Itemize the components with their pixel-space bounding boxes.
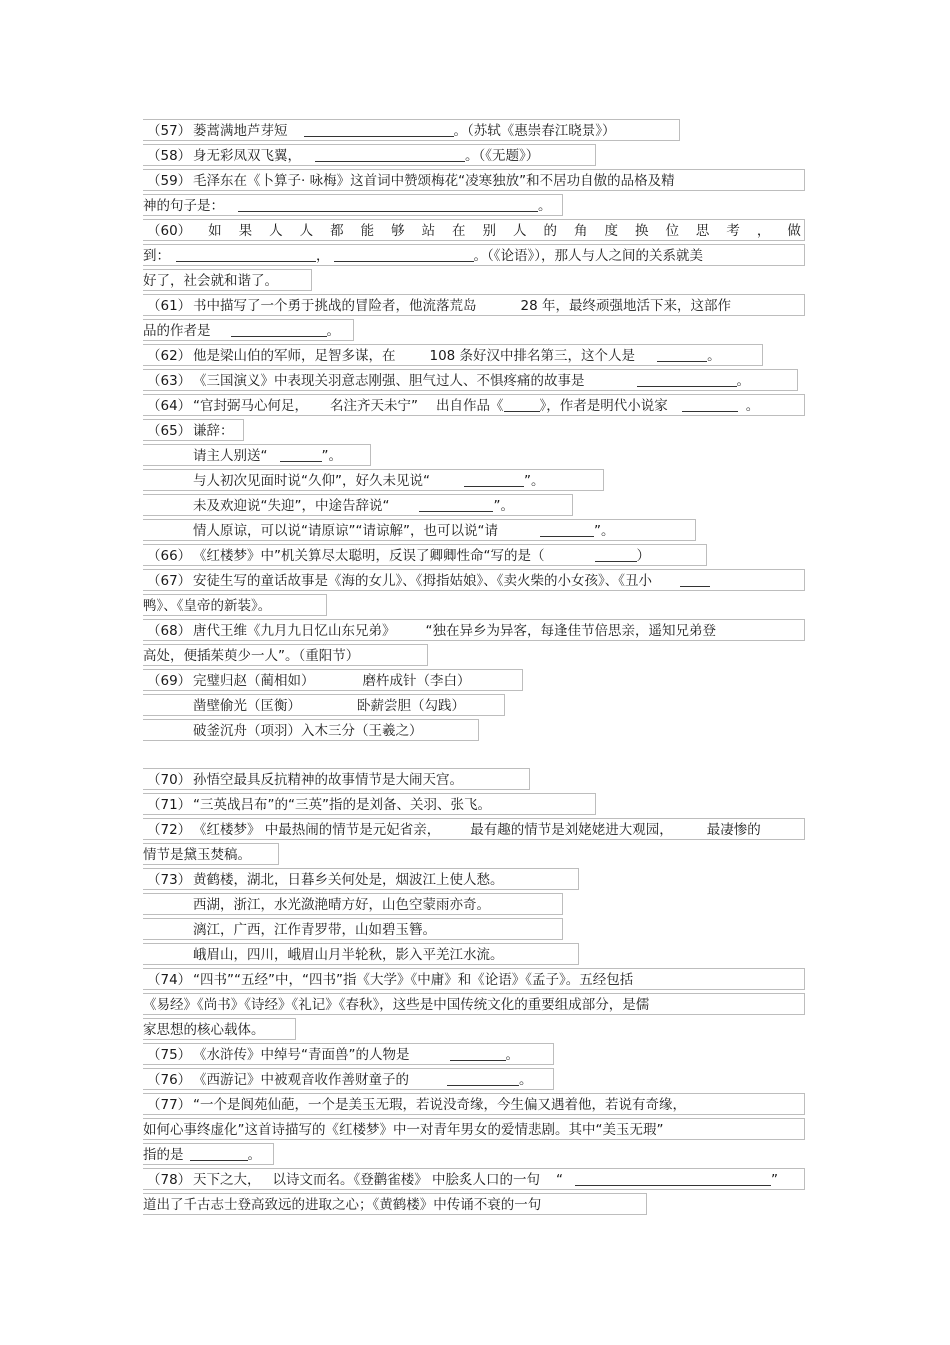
question-text: 道出了千古志士登高致远的进取之心；《黄鹤楼》中传诵不衰的一句 (143, 1197, 542, 1213)
question-number: （57） (147, 123, 192, 139)
question-char: 人 (269, 223, 283, 239)
question-text: 高处，便插茱萸少一人”。（重阳节） (143, 648, 360, 664)
question-text: 。 (247, 1147, 261, 1163)
question-number: （60） (147, 223, 192, 239)
question-60-end (143, 269, 312, 291)
question-75 (143, 1043, 554, 1065)
question-text: 书中描写了一个勇于挑战的冒险者，他流落荒岛 (193, 298, 477, 314)
question-number: （68） (147, 623, 192, 639)
question-72 (143, 818, 805, 840)
answer-blank[interactable] (682, 397, 738, 412)
question-73-d (143, 943, 579, 965)
question-text: 天下之大， (193, 1172, 261, 1188)
question-text: 安徒生写的童话故事是《海的女儿》、《拇指姑娘》、《卖火柴的小女孩》、《丑小 (193, 573, 652, 589)
question-text: 未及欢迎说“失迎”，中途告辞说“ (193, 498, 390, 514)
question-text: ”。 (523, 473, 545, 489)
question-text: 磨杵成针（李白） (362, 673, 471, 689)
question-text: 好了，社会就和谐了。 (143, 273, 278, 289)
question-text: 最凄惨的 (706, 822, 761, 838)
question-char: 位 (665, 223, 679, 239)
question-text: 谦辞： (193, 423, 234, 439)
question-69-c (143, 719, 479, 741)
question-text: 完璧归赵（蔺相如） (193, 673, 315, 689)
question-text: 唐代王维《九月九日忆山东兄弟》 (193, 623, 396, 639)
question-text: 神的句子是： (143, 198, 224, 214)
question-text: 蒌蒿满地芦芽短 (193, 123, 288, 139)
answer-blank[interactable] (657, 347, 707, 362)
question-text: ， (316, 248, 330, 264)
question-61-cont (143, 319, 354, 341)
question-78-cont (143, 1193, 647, 1215)
question-number: （67） (147, 573, 192, 589)
question-text: 他是梁山伯的军师，足智多谋，在 (193, 348, 396, 364)
question-text: 。 (707, 348, 721, 364)
question-text: ”。 (321, 448, 342, 464)
answer-blank[interactable] (280, 447, 322, 462)
question-text: 名注齐天未宁” (330, 398, 418, 414)
question-number: （65） (147, 423, 192, 439)
question-text: ） (636, 548, 650, 564)
question-text: ”。 (593, 523, 615, 539)
question-text: 。（《论语》），那人与人之间的关系就美 (473, 248, 703, 264)
answer-blank[interactable] (595, 547, 637, 562)
question-char: 的 (543, 223, 557, 239)
answer-blank[interactable] (334, 247, 474, 262)
answer-blank[interactable] (464, 472, 524, 487)
question-63 (143, 369, 798, 391)
question-char: 果 (238, 223, 253, 239)
question-text: 《红楼梦》 中最热闹的情节是元妃省亲， (193, 822, 441, 838)
question-65 (143, 419, 244, 441)
question-text: 黄鹤楼，湖北，日暮乡关何处是，烟波江上使人愁。 (193, 872, 504, 888)
answer-blank[interactable] (315, 147, 465, 162)
question-number: （64） (147, 398, 192, 414)
question-77 (143, 1093, 805, 1115)
question-61 (143, 294, 805, 316)
question-char: 站 (421, 223, 436, 239)
question-text: 《易经》《尚书》《诗经》《礼记》《春秋》，这些是中国传统文化的重要组成部分，是儒 (143, 997, 650, 1013)
question-text: 。 (736, 373, 750, 389)
question-number: （75） (147, 1047, 192, 1063)
question-76 (143, 1068, 554, 1090)
question-text: “官封弼马心何足， (193, 398, 308, 414)
question-text: 。 (519, 1072, 533, 1088)
answer-blank[interactable] (190, 1146, 248, 1161)
question-number: （74） (147, 972, 192, 988)
question-text: 。（苏轼《惠崇春江晓景》） (453, 123, 616, 139)
answer-blank[interactable] (419, 497, 493, 512)
question-text: 《水浒传》中绰号“青面兽”的人物是 (193, 1047, 410, 1063)
question-74-b (143, 993, 805, 1015)
question-number: （66） (147, 548, 192, 564)
question-text: 《红楼梦》中”机关算尽太聪明，反误了卿卿性命“写的是（ (193, 548, 545, 564)
question-text: “一个是阆苑仙葩，一个是美玉无瑕，若说没奇缘，今生偏又遇着他，若说有奇缘， (193, 1097, 686, 1113)
question-68-cont (143, 644, 428, 666)
question-text: 峨眉山，四川，峨眉山月半轮秋，影入平羌江水流。 (193, 947, 504, 963)
question-text: 身无彩凤双飞翼， (193, 148, 301, 164)
question-text: 108 条好汉中排名第三，这个人是 (429, 348, 636, 364)
question-text: “四书”“五经”中，“四书”指《大学》《中庸》和《论语》《孟子》。五经包括 (193, 972, 634, 988)
question-number: （76） (147, 1072, 192, 1088)
answer-blank[interactable] (680, 572, 710, 587)
question-text: “独在异乡为异客，每逢佳节倍思亲，遥知兄弟登 (425, 623, 716, 639)
question-text: 。 (745, 398, 760, 414)
question-char: 能 (360, 223, 375, 239)
question-text: 鸭》、《皇帝的新装》。 (143, 598, 272, 614)
answer-blank[interactable] (304, 122, 454, 137)
question-60-cont (143, 244, 805, 266)
question-text: 与人初次见面时说“久仰”，好久未见说“ (193, 473, 430, 489)
question-57 (143, 119, 680, 141)
question-65-b (143, 469, 604, 491)
question-text: 品的作者是 (143, 323, 211, 339)
question-number: （70） (147, 772, 192, 788)
question-text: 》，作者是明代小说家 (539, 398, 668, 414)
question-text: 情节是黛玉焚稿。 (143, 847, 251, 863)
question-text: 出自作品《 (436, 398, 504, 414)
question-73-c (143, 918, 563, 940)
question-number: （61） (147, 298, 192, 314)
question-number: （58） (147, 148, 192, 164)
question-65-a (143, 444, 371, 466)
question-74-c (143, 1018, 296, 1040)
question-number: （69） (147, 673, 192, 689)
question-60 (143, 219, 805, 241)
answer-blank[interactable] (231, 322, 327, 337)
question-char: 人 (299, 223, 314, 239)
question-text: 到： (143, 248, 170, 264)
question-59 (143, 169, 805, 191)
question-text: 情人原谅，可以说“请原谅”“请谅解”，也可以说“请 (193, 523, 498, 539)
question-text: 家思想的核心载体。 (143, 1022, 265, 1038)
question-64 (143, 394, 805, 416)
question-number: （59） (147, 173, 192, 189)
answer-blank[interactable] (504, 397, 540, 412)
question-78 (143, 1168, 805, 1190)
question-number: （72） (147, 822, 192, 838)
question-69-b (143, 694, 505, 716)
answer-blank[interactable] (176, 247, 316, 262)
question-text: 漓江，广西，江作青罗带，山如碧玉簪。 (193, 922, 436, 938)
question-text: “ (556, 1172, 564, 1188)
question-text: ”。 (493, 498, 514, 514)
question-text: 西湖，浙江，水光潋滟晴方好，山色空蒙雨亦奇。 (193, 897, 490, 913)
question-62 (143, 344, 763, 366)
question-text: 凿壁偷光（匡衡） (193, 698, 301, 714)
answer-blank[interactable] (447, 1071, 519, 1086)
question-68 (143, 619, 805, 641)
question-char: 够 (391, 223, 405, 239)
question-text: 。 (326, 323, 340, 339)
question-71 (143, 793, 596, 815)
question-char: ， (756, 223, 771, 239)
question-text: 孙悟空最具反抗精神的故事情节是大闹天宫。 (193, 772, 463, 788)
answer-blank[interactable] (540, 522, 594, 537)
question-65-d (143, 519, 696, 541)
question-65-c (143, 494, 573, 516)
question-char: 做 (787, 223, 801, 239)
question-char: 如 (208, 223, 222, 239)
question-text: 《西游记》中被观音收作善财童子的 (193, 1072, 409, 1088)
question-char: 人 (513, 223, 527, 239)
question-text: “三英战吕布”的“三英”指的是刘备、关羽、张飞。 (193, 797, 491, 813)
question-text: 。 (538, 198, 552, 214)
answer-blank[interactable] (450, 1046, 506, 1061)
answer-blank[interactable] (575, 1171, 771, 1186)
question-text: 最有趣的情节是刘姥姥进大观园， (470, 822, 673, 838)
question-58 (143, 144, 596, 166)
question-67-cont (143, 594, 327, 616)
question-69 (143, 669, 523, 691)
question-72-cont (143, 843, 279, 865)
question-char: 都 (330, 223, 344, 239)
question-number: （78） (147, 1172, 192, 1188)
question-74 (143, 968, 805, 990)
question-char: 在 (452, 223, 466, 239)
question-char: 换 (634, 223, 649, 239)
question-text: 请主人别送“ (193, 448, 268, 464)
question-67 (143, 569, 805, 591)
question-text: 28 年，最终顽强地活下来，这部作 (520, 298, 731, 314)
question-text: 。 (505, 1047, 519, 1063)
question-59-cont (143, 194, 563, 216)
question-70 (143, 768, 530, 790)
question-text: 卧薪尝胆（勾践） (357, 698, 465, 714)
question-text: 以诗文而名。《登鹳雀楼》 中脍炙人口的一句 (272, 1172, 541, 1188)
question-char: 角 (573, 223, 588, 239)
question-number: （71） (147, 797, 192, 813)
question-number: （77） (147, 1097, 192, 1113)
question-number: （62） (147, 348, 192, 364)
question-char: 思 (695, 223, 710, 239)
question-73-b (143, 893, 563, 915)
question-66 (143, 544, 707, 566)
question-number: （63） (147, 373, 192, 389)
answer-blank[interactable] (238, 197, 538, 212)
question-77-c (143, 1143, 274, 1165)
question-text: ” (771, 1172, 779, 1188)
question-char: 度 (604, 223, 618, 239)
question-text: 。（《无题》） (465, 148, 540, 164)
question-73 (143, 868, 579, 890)
question-text: 破釜沉舟（项羽）入木三分（王羲之） (193, 723, 423, 739)
question-text: 毛泽东在《卜算子· 咏梅》这首词中赞颂梅花“凌寒独放”和不居功自傲的品格及精 (193, 173, 675, 189)
answer-blank[interactable] (637, 372, 737, 387)
question-char: 别 (482, 223, 497, 239)
question-text: 《三国演义》中表现关羽意志刚强、胆气过人、不惧疼痛的故事是 (193, 373, 585, 389)
question-text: 指的是 (143, 1147, 184, 1163)
question-char: 考 (726, 223, 740, 239)
question-77-b (143, 1118, 805, 1140)
question-number: （73） (147, 872, 192, 888)
question-text: 如何心事终虚化”这首诗描写的《红楼梦》中一对青年男女的爱情悲剧。其中“美玉无瑕” (143, 1122, 664, 1138)
